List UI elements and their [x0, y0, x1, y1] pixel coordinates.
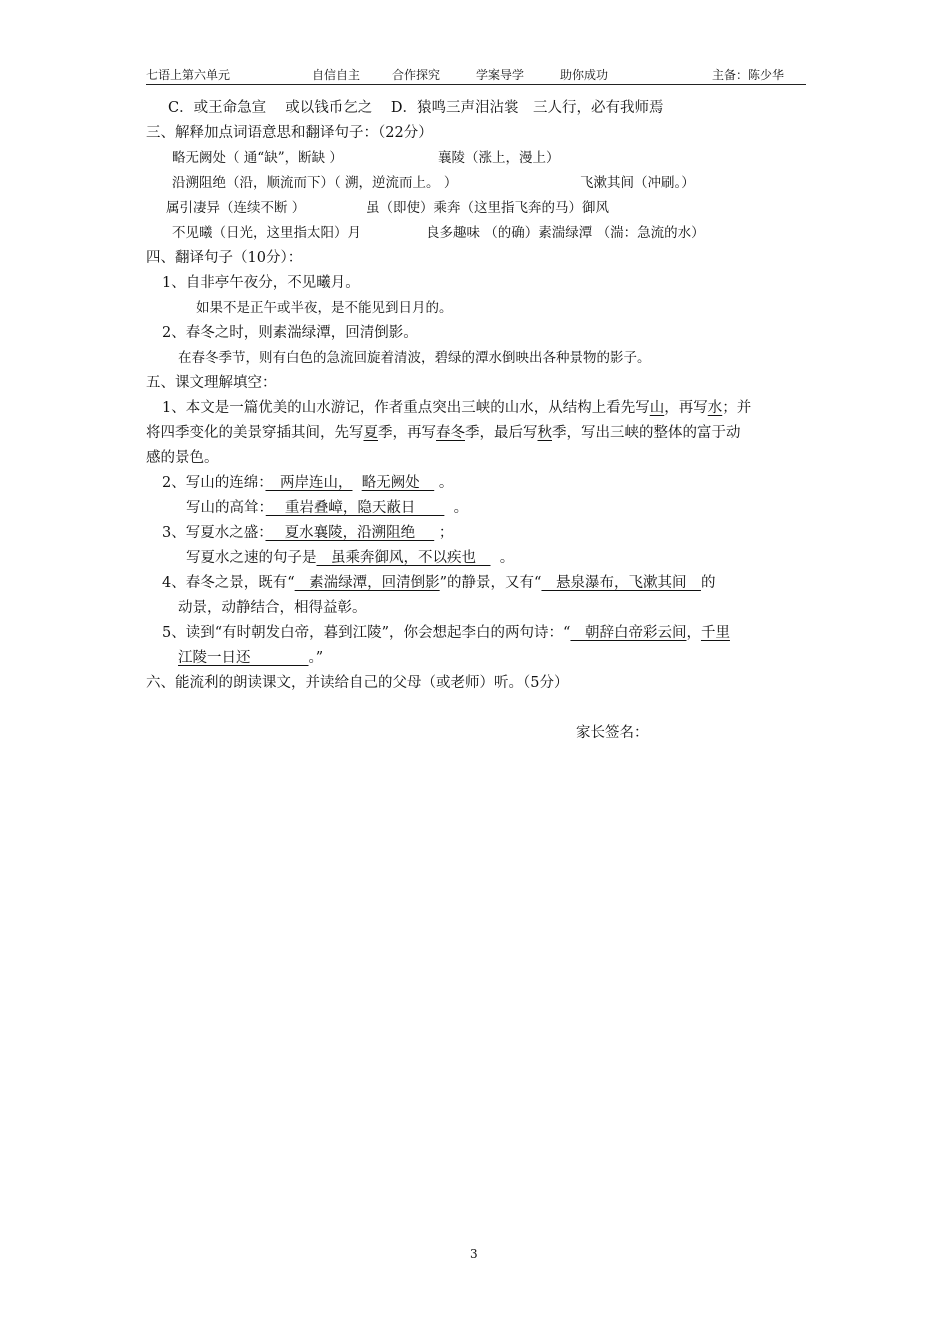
s5-4-text-a: 4、春冬之景，既有“ [162, 575, 295, 591]
s5-para-3: 感的景色。 [146, 450, 219, 466]
s5-para-2 [146, 423, 741, 443]
option-c-label: C． [168, 100, 194, 116]
s5-p1-answer-1: 山 [649, 400, 665, 416]
s5-4-answer-1: 素湍绿潭，回清倒影 [294, 575, 440, 591]
s5-p2-text-d: 季，写出三峡的整体的富于动 [552, 425, 741, 441]
header-slogan-3: 学案导学 [476, 68, 525, 82]
page-header [146, 66, 806, 85]
s5-p1-text-a: 1、本文是一篇优美的山水游记，作者重点突出三峡的山水，从结构上看先写 [162, 400, 650, 416]
s5-3-text-a: 3、写夏水之盛： [162, 525, 266, 541]
s5-3-text-d: 。 [499, 550, 515, 566]
s3-item-3b: 虽（即使）乘奔（这里指飞奔的马）御风 [366, 200, 609, 216]
s5-5-answer-3: 江陵一日还 [178, 650, 309, 666]
page-number: 3 [470, 1247, 478, 1261]
s5-item-2-line-1 [162, 473, 453, 493]
s5-p2-text-b: 季，再写 [378, 425, 436, 441]
s5-5-text-b: ， [686, 625, 701, 641]
option-d-label: D． [390, 100, 417, 116]
s3-item-4a: 不见曦（日光，这里指太阳）月 [172, 225, 361, 241]
s5-item-2-line-2 [186, 498, 468, 518]
s5-5-text-a: 5、读到“有时朝发白帝，暮到江陵”，你会想起李白的两句诗：“ [162, 625, 571, 641]
s3-item-1a: 略无阙处（ 通“缺”，断缺 ） [172, 150, 343, 166]
s5-3-answer-1: 夏水襄陵，沿溯阻绝 [265, 525, 435, 541]
section-4-title: 四、翻译句子（10分）： [146, 250, 303, 266]
s5-2-text-d: 。 [453, 500, 469, 516]
s5-p2-answer-3: 秋 [537, 425, 552, 441]
s5-2-text-b: 。 [438, 475, 454, 491]
s5-4-answer-2: 悬泉瀑布，飞漱其间 [541, 575, 701, 591]
s5-para-1 [162, 398, 751, 418]
s5-2-answer-2: 略无阙处 [361, 475, 435, 491]
s5-3-text-b: ； [438, 525, 454, 541]
s5-2-answer-3: 重岩叠嶂，隐天蔽日 [265, 500, 445, 516]
s3-item-3a: 属引凄异（连续不断 ） [166, 200, 306, 216]
section-3-title: 三、解释加点词语意思和翻译句子：（22分） [146, 125, 433, 141]
s4-question-2: 2、春冬之时，则素湍绿潭，回清倒影。 [162, 325, 418, 341]
s5-2-text-c: 写山的高耸： [186, 500, 266, 516]
s3-item-4b: 良多趣味 （的确）素湍绿潭 （湍：急流的水） [426, 225, 705, 241]
s5-5-text-c: 。” [308, 650, 324, 666]
s5-p2-text-c: 季，最后写 [465, 425, 538, 441]
s5-5-answer-1: 朝辞白帝彩云间 [570, 625, 687, 641]
s5-item-5-line-2 [178, 648, 323, 668]
s5-p2-answer-1: 夏 [363, 425, 378, 441]
s5-item-5-line-1 [162, 623, 730, 643]
s5-2-text-a: 2、写山的连绵： [162, 475, 266, 491]
s3-item-2a: 沿溯阻绝（沿，顺流而下）（ 溯，逆流而上。 ） [172, 175, 458, 191]
s4-answer-1: 如果不是正午或半夜，是不能见到日月的。 [196, 300, 453, 316]
s5-5-answer-2: 千里 [700, 625, 730, 641]
section-5-title: 五、课文理解填空： [146, 375, 277, 391]
s4-question-1: 1、自非亭午夜分，不见曦月。 [162, 275, 360, 291]
header-unit: 七语上第六单元 [146, 68, 231, 82]
header-slogan-1: 自信自主 [312, 68, 361, 82]
option-d-text: 猿鸣三声泪沾裳 三人行，必有我师焉 [416, 100, 664, 116]
s5-p2-text-a: 将四季变化的美景穿插其间，先写 [146, 425, 364, 441]
s5-p1-text-c: ；并 [722, 400, 752, 416]
s3-item-2b: 飞漱其间（冲刷。） [580, 175, 695, 191]
option-c-text: 或王命急宣 或以钱币乞之 [193, 100, 373, 116]
parent-signature-label: 家长签名： [576, 725, 649, 741]
header-slogan-2: 合作探究 [392, 68, 441, 82]
s5-item-4-line-1 [162, 573, 715, 593]
s5-4-text-c: 的 [700, 575, 716, 591]
s5-p2-answer-2: 春冬 [436, 425, 465, 441]
s5-p1-text-b: ，再写 [664, 400, 708, 416]
s5-p1-answer-2: 水 [707, 400, 723, 416]
option-c-d-line [168, 98, 663, 118]
header-author: 主备：陈少华 [712, 68, 785, 82]
s5-3-text-c: 写夏水之速的句子是 [186, 550, 317, 566]
s4-answer-2: 在春冬季节，则有白色的急流回旋着清波，碧绿的潭水倒映出各种景物的影子。 [178, 350, 651, 366]
s5-item-4-line-2: 动景，动静结合，相得益彰。 [178, 600, 367, 616]
s3-item-1b: 襄陵（涨上，漫上） [438, 150, 560, 166]
s5-2-answer-1: 两岸连山， [265, 475, 353, 491]
section-6-title: 六、能流利的朗读课文，并读给自己的父母（或老师）听。（5分） [146, 675, 569, 691]
s5-item-3-line-2 [186, 548, 514, 568]
s5-3-answer-2: 虽乘奔御风，不以疾也 [316, 550, 491, 566]
s5-item-3-line-1 [162, 523, 453, 543]
header-slogan-4: 助你成功 [560, 68, 609, 82]
s5-4-text-b: ”的静景，又有“ [439, 575, 542, 591]
